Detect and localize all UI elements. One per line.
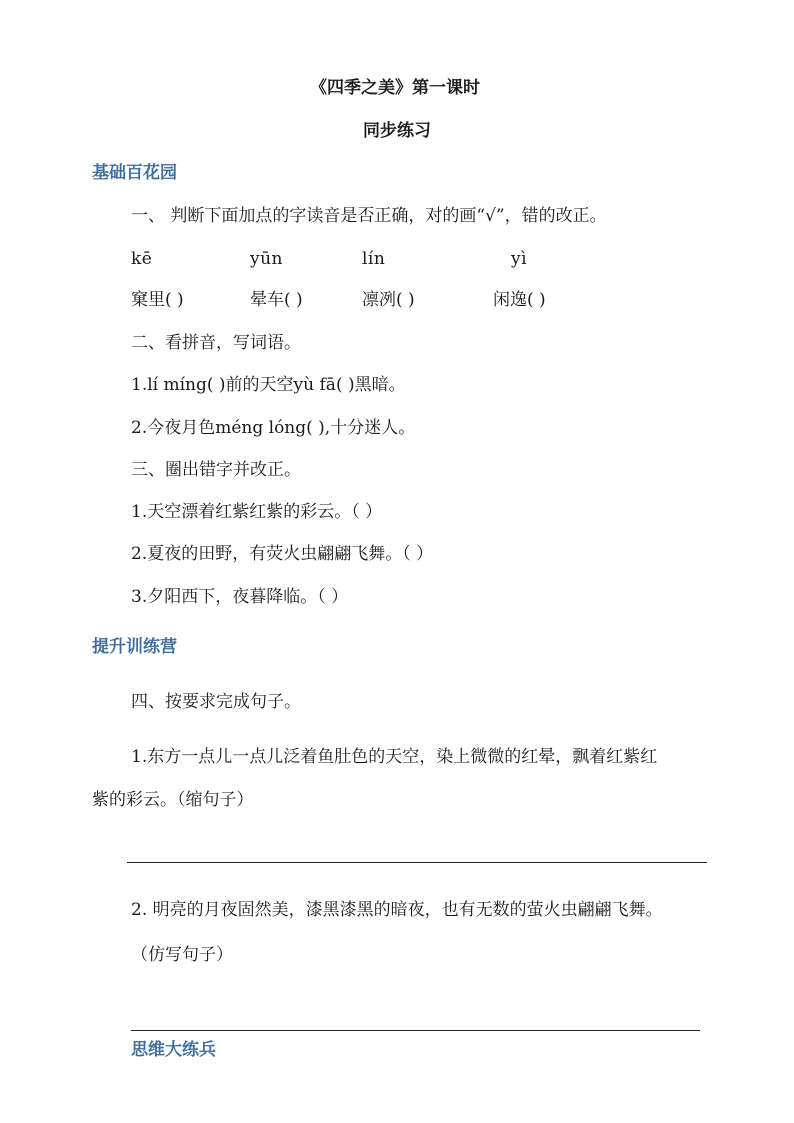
- q4-item-2-line-2: （仿写句子）: [131, 945, 233, 965]
- q4-item-1-line-2: 紫的彩云。（缩句子）: [92, 790, 254, 810]
- q1-word-3: 凛冽( ): [362, 290, 415, 310]
- answer-line-1[interactable]: [127, 862, 707, 863]
- q1-pinyin-2: yūn: [250, 249, 284, 269]
- q1-heading: 一、 判断下面加点的字读音是否正确，对的画“√”，错的改正。: [131, 206, 607, 226]
- q4-heading: 四、按要求完成句子。: [131, 692, 301, 712]
- q3-heading: 三、圈出错字并改正。: [131, 460, 301, 480]
- q2-item-1: 1.lí míng( )前的天空yù fā( )黑暗。: [131, 375, 406, 395]
- q1-word-4: 闲逸( ): [493, 290, 546, 310]
- section-advance: 提升训练营: [92, 637, 177, 657]
- q4-item-2-line-1: 2. 明亮的月夜固然美，漆黑漆黑的暗夜，也有无数的萤火虫翩翩飞舞。: [131, 900, 663, 920]
- q3-item-1: 1.天空漂着红紫红紫的彩云。（ ）: [131, 502, 383, 522]
- q1-pinyin-4: yì: [511, 249, 528, 269]
- q2-heading: 二、看拼音，写词语。: [131, 333, 301, 353]
- page-subtitle: 同步练习: [363, 121, 431, 141]
- q1-pinyin-3: lín: [362, 249, 386, 269]
- page-title: 《四季之美》第一课时: [310, 78, 480, 98]
- answer-line-2[interactable]: [131, 1030, 700, 1031]
- q1-word-1: 窠里( ): [131, 290, 184, 310]
- q1-pinyin-1: kē: [131, 249, 153, 269]
- q3-item-3: 3.夕阳西下，夜暮降临。（ ）: [131, 587, 349, 607]
- q1-word-2: 晕车( ): [250, 290, 303, 310]
- q3-item-2: 2.夏夜的田野，有荧火虫翩翩飞舞。（ ）: [131, 544, 434, 564]
- q4-item-1-line-1: 1.东方一点儿一点儿泛着鱼肚色的天空，染上微微的红晕，飘着红紫红: [131, 747, 658, 767]
- q2-item-2: 2.今夜月色méng lóng( ),十分迷人。: [131, 418, 416, 438]
- section-thinking: 思维大练兵: [131, 1040, 216, 1060]
- section-basic: 基础百花园: [92, 163, 177, 183]
